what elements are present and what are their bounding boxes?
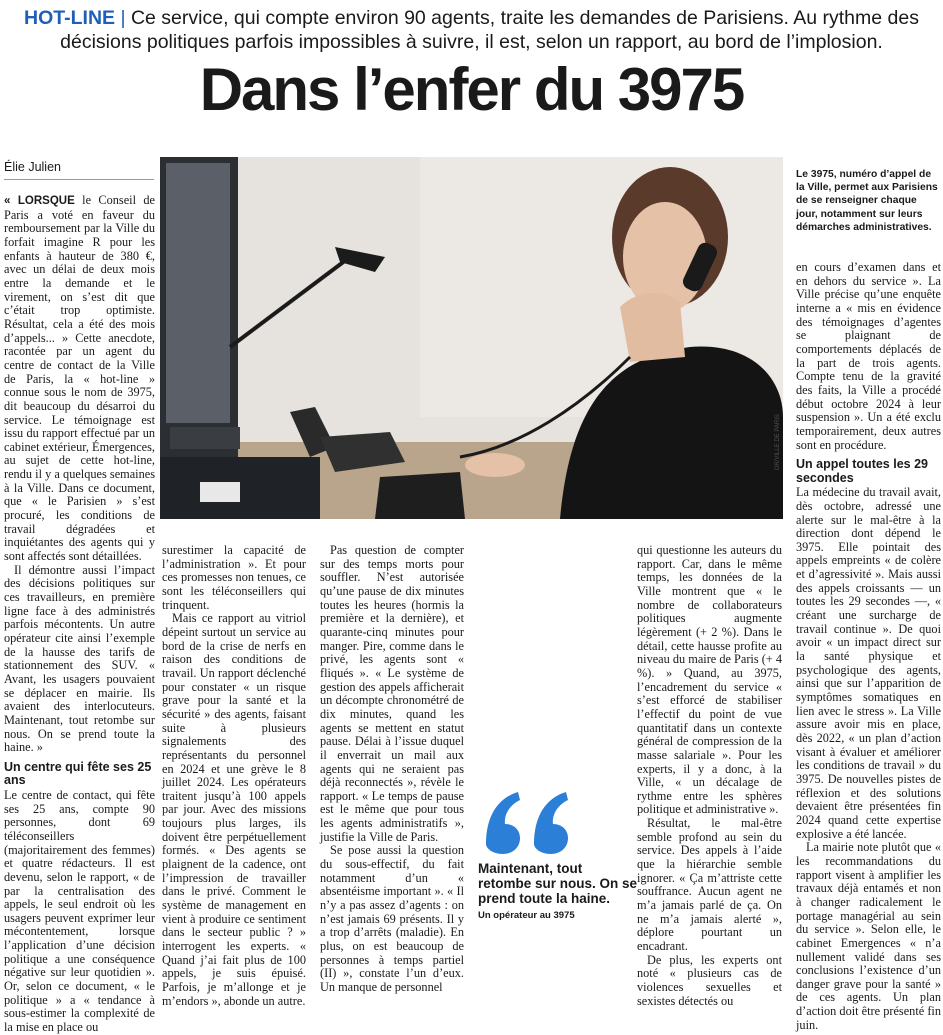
paragraph: Pas question de compter sur des temps morts pour souffler. N’est autorisée qu’une pause de dix minutes toutes les heures (hormis la première et la dernière), et quarante-cinq minutes pour manger. Pire, comme dans le privé, les agents sont « fliqués ». « Le système de gestion des appels afficherait un décompte chronométré de dix minutes, quand les agents se mettent en statut pause. Délai à l’issue duquel il enverrait un mail aux agents qui ne seraient pas déjà reconnectés », révèle le rapport. « Le temps de pause est le même que pour tous les agents administratifs », justifie la Ville de Paris. bbox=[320, 543, 464, 844]
pull-quote bbox=[478, 786, 638, 921]
subheading: Un appel toutes les 29 secondes bbox=[796, 457, 928, 485]
article-column-2 bbox=[162, 544, 306, 1008]
photo-woman-on-phone bbox=[160, 157, 783, 519]
article-column-1 bbox=[4, 194, 155, 1035]
headline: Dans l’enfer du 3975 bbox=[199, 56, 744, 123]
article-column-4 bbox=[637, 544, 782, 1008]
pull-quote-attribution: Un opérateur au 3975 bbox=[478, 910, 575, 921]
paragraph: surestimer la capacité de l’administration ». Et pour ces promesses non tenues, ce sont les téléconseillers qui trinquent. bbox=[162, 543, 306, 612]
article-photo bbox=[160, 157, 783, 519]
byline: Élie Julien bbox=[4, 160, 61, 174]
kicker: HOT-LINE bbox=[24, 7, 116, 29]
quote-marks-icon bbox=[478, 786, 578, 856]
article-column-5 bbox=[796, 261, 941, 1032]
photo-caption: Le 3975, numéro d’appel de la Ville, permet aux Parisiens de se renseigner chaque jour, notamment sur leurs démarches administratives. bbox=[796, 169, 938, 233]
paragraph: en cours d’examen dans et en dehors du service ». La Ville précise qu’une enquête interne a « mis en évidence des témoignages d’agentes se plaignant de comportements déplacés de la part de trois agents. Compte tenu de la gravité des faits, la Ville a procédé début octobre 2024 à leur suspension ». Un a été exclu temporairement, deux autres sont en procédure. bbox=[796, 260, 941, 452]
photo-credit: DR/VILLE DE PARIS bbox=[775, 414, 781, 470]
paragraph: Résultat, le mal-être semble profond au sein du service. Des appels à l’aide que la hiérarchie semble ignorer. « Ça m’attriste cette souffrance. Aucun agent ne m’a jamais parlé de ça. On ne m’a jamais alerté », déplore pourtant un encadrant. bbox=[637, 816, 782, 954]
kicker-separator: | bbox=[120, 7, 126, 29]
pull-quote-text: Maintenant, tout retombe sur nous. On se prend toute la haine. bbox=[478, 861, 638, 906]
paragraph: qui questionne les auteurs du rapport. Car, dans le même temps, les données de la Ville montrent que « le nombre de collaborateurs politiques augmente légèrement (+ 2 %). Dans le détail, cette hausse profite au niveau du maire de Paris (+ 4 %). » Quand, au 3975, l’encadrement du service « s’est efforcé de stabiliser l’effectif du point de vue quantitatif dans un contexte général de compression de la masse salariale ». Pour les experts, il y a donc, à la Ville, « un décalage de rythme entre les sphères politique et administrative ». bbox=[637, 543, 782, 817]
deck-text: Ce service, qui compte environ 90 agents, traite les demandes de Parisiens. Au rythme des décisions politiques parfois impossibles à suivre, il est, selon un rapport, au bord de l’implosion. bbox=[60, 7, 919, 53]
paragraph: Le centre de contact, qui fête ses 25 ans, compte 90 personnes, dont 69 téléconseillers (majoritairement des femmes) et quatre rédacteurs. Il est devenu, selon le rapport, « de par la centralisation des appels, le seul endroit où les usagers peuvent exprimer leur mécontentement, lorsque l’application d’une décision politique a une conséquence négative sur leur quotidien ». Or, selon ce document, « le politique » a « tendance à sous-estimer la complexité de la mise en place ou bbox=[4, 787, 155, 1035]
paragraph: Il démontre aussi l’impact des décisions politiques sur ces travailleurs, en première ligne face à des administrés parfois mécontents. Un autre opérateur cite ainsi l’exemple de la hausse des tarifs de stationnement des SUV. « Avant, les usagers pouvaient se déplacer en mairie. Ils avaient des interlocuteurs. Maintenant, tout retombe sur nous. On se prend toute la haine. » bbox=[4, 562, 155, 755]
paragraph: La mairie note plutôt que « les recommandations du rapport visent à amplifier les travaux déjà entamés et non à changer radicalement le portage managérial au sein du service ». Selon elle, le cabinet Emergences « n’a nullement validé dans ses conclusions l’existence d’un danger grave pour la santé » de ces agents. Un plan d’action doit être présenté fin juin. bbox=[796, 840, 941, 1032]
paragraph: Mais ce rapport au vitriol dépeint surtout un service au bord de la crise de nerfs en raison des conditions de travail. Un rapport déclenché pour constater « un risque grave pour la santé et la sécurité » des agents, faisant suite à plusieurs signalements des représentants du personnel en 2024 et une grève le 8 juillet 2024. Les opérateurs traitent jusqu’à 100 appels par jour. Avec des missions toujours plus larges, ils doivent être perpétuellement formés. « Des agents se plaignent de la cadence, ont l’impression de travailler dans le privé. Comment le système de management en vient à produire ce sentiment dans le secteur public ? » interrogent les experts. « Quand j’ai fait plus de 100 appels, je suis épuisé. Parfois, je m’allonge et je m’endors », abonde un autre. bbox=[162, 611, 306, 1008]
paragraph: Se pose aussi la question du sous-effectif, du fait notamment d’un « absentéisme important ». « Il n’y a pas assez d’agents : on n’est jamais 69 présents. Il y a trop d’arrêts (maladie). En plus, on est beaucoup de personnes à temps partiel (II) », constate l’un d’eux. Un manque de personnel bbox=[320, 843, 464, 994]
lead-word: « LORSQUE bbox=[4, 195, 75, 207]
article-column-3 bbox=[320, 544, 464, 995]
paragraph: De plus, les experts ont noté « plusieurs cas de violences sexuelles et sexistes détectés ou bbox=[637, 952, 782, 1008]
byline-divider bbox=[4, 179, 154, 180]
paragraph: La médecine du travail avait, dès octobre, adressé une alerte sur le mal-être à la direction dont dépend le 3975. Elle pointait des appels empreints « de colère et d’agressivité ». Mais aussi des appels croissants — un toutes les 29 secondes —, « créant une surcharge de travail continue ». De quoi avoir « un impact direct sur la santé physique et psychologique des agents, ainsi que sur l’apparition de symptômes somatiques en lien avec le stress ». La Ville assure avoir mis en place, dès 2022, « un plan d’action visant à évaluer et améliorer les conditions de travail » du 3975. De nouvelles pistes de réflexion et des solutions devaient être présentées fin 2024 quand cette expertise explosive a été lancée. bbox=[796, 485, 941, 841]
paragraph: « LORSQUE le Conseil de Paris a voté en faveur du remboursement par la Ville du forfait imagine R pour les enfants à hauteur de 380 €, avec un délai de deux mois entre la demande et le virement, on s’est dit que c’était trop optimiste. Résultat, cela a été des mois d’appels... » Cette anecdote, racontée par un agent du centre de contact de la Ville de Paris, la « hot-line » connue sous le nom de 3975, dit beaucoup du désarroi du service. Le témoignage est issu du rapport effectué par un cabinet extérieur, Émergences, au sujet de cette hot-line, rendu il y a quelques semaines à la Ville. Dans ce document, que « le Parisien » s’est procuré, les conditions de travail dégradées et inquiétantes des agents qui y sont affectés sont détaillées. bbox=[4, 193, 155, 564]
article-deck bbox=[0, 6, 943, 54]
subheading: Un centre qui fête ses 25 ans bbox=[4, 759, 152, 788]
